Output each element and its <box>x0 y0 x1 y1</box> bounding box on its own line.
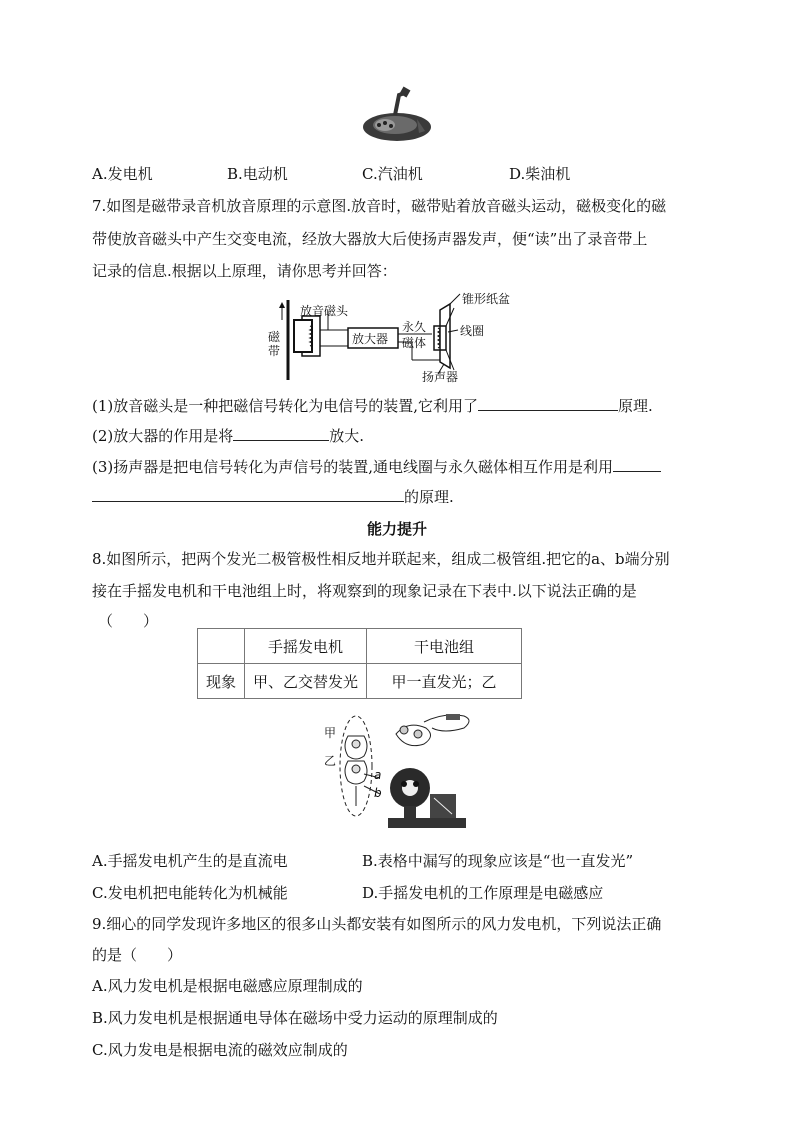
table-cell: 甲一直发光；乙 <box>367 664 522 699</box>
q8-option-a: A.手摇发电机产生的是直流电 <box>92 852 288 870</box>
label-jia: 甲 <box>324 726 337 740</box>
led-generator-diagram <box>318 706 478 836</box>
q7-sub-3-text: (3)扬声器是把电信号转化为声信号的装置,通电线圈与永久磁体相互作用是利用 <box>92 458 614 476</box>
answer-blank-2[interactable] <box>233 424 329 441</box>
q7-sub-3 <box>92 455 661 478</box>
table-header-cell: 干电池组 <box>367 629 522 664</box>
label-magnet-2: 磁体 <box>402 336 427 350</box>
label-speaker: 扬声器 <box>422 370 459 384</box>
q9-option-c: C.风力发电是根据电流的磁效应制成的 <box>92 1041 348 1059</box>
q6-option-d: D.柴油机 <box>509 165 571 183</box>
q7-sub-1-end: 原理. <box>618 397 653 415</box>
answer-blank-1[interactable] <box>478 394 618 411</box>
answer-blank-3a[interactable] <box>613 455 661 472</box>
q6-option-b: B.电动机 <box>227 165 288 183</box>
q8-answer-paren[interactable]: （ ） <box>98 612 159 630</box>
q7-sub-3-end: 的原理. <box>404 488 454 506</box>
table-header-cell <box>198 629 245 664</box>
q7-stem-line-3: 记录的信息.根据以上原理，请你思考并回答： <box>92 262 397 280</box>
hand-crank-generator-image <box>355 85 440 147</box>
table-cell: 现象 <box>198 664 245 699</box>
label-coil: 线圈 <box>460 324 485 338</box>
q7-stem-line-1: 7.如图是磁带录音机放音原理的示意图.放音时，磁带贴着放音磁头运动，磁极变化的磁 <box>92 197 667 215</box>
q8-option-d: D.手摇发电机的工作原理是电磁感应 <box>362 884 604 902</box>
q9-stem-line-1: 9.细心的同学发现许多地区的很多山头都安装有如图所示的风力发电机，下列说法正确 <box>92 915 662 933</box>
q7-sub-2-text: (2)放大器的作用是将 <box>92 427 234 445</box>
q7-sub-1-text: (1)放音磁头是一种把磁信号转化为电信号的装置,它利用了 <box>92 397 479 415</box>
label-magnet-1: 永久 <box>402 320 427 334</box>
q7-sub-1 <box>92 394 653 417</box>
table-row <box>198 664 522 699</box>
label-yi: 乙 <box>324 754 337 768</box>
q8-option-b: B.表格中漏写的现象应该是“也一直发光” <box>362 852 634 870</box>
q8-stem-line-2: 接在手摇发电机和干电池组上时，将观察到的现象记录在下表中.以下说法正确的是 <box>92 582 637 600</box>
q9-option-a: A.风力发电机是根据电磁感应原理制成的 <box>92 977 363 995</box>
q7-stem-line-2: 带使放音磁头中产生交变电流，经放大器放大后使扬声器发声，便“读”出了录音带上 <box>92 230 648 248</box>
table-cell: 甲、乙交替发光 <box>245 664 367 699</box>
q9-option-b: B.风力发电机是根据通电导体在磁场中受力运动的原理制成的 <box>92 1009 498 1027</box>
q6-option-c: C.汽油机 <box>362 165 423 183</box>
label-playback-head: 放音磁头 <box>300 304 349 318</box>
label-tape: 磁带 <box>268 330 281 358</box>
answer-blank-3b[interactable] <box>92 485 404 502</box>
q7-sub-2-end: 放大. <box>329 427 365 445</box>
q9-stem-line-2: 的是（ ） <box>92 946 183 964</box>
label-cone: 锥形纸盆 <box>462 292 511 306</box>
label-a: a <box>374 768 382 782</box>
label-amplifier: 放大器 <box>352 332 389 346</box>
observation-table <box>197 628 522 699</box>
label-b: b <box>374 786 382 800</box>
tape-player-diagram <box>262 290 512 385</box>
section-title: 能力提升 <box>366 520 427 538</box>
table-header-row <box>198 629 522 664</box>
q7-sub-3-cont <box>92 485 454 508</box>
q6-option-a: A.发电机 <box>92 165 153 183</box>
q8-stem-line-1: 8.如图所示，把两个发光二极管极性相反地并联起来，组成二极管组.把它的a、b端分别 <box>92 550 670 568</box>
q7-sub-2 <box>92 424 364 447</box>
table-header-cell: 手摇发电机 <box>245 629 367 664</box>
q8-option-c: C.发电机把电能转化为机械能 <box>92 884 288 902</box>
